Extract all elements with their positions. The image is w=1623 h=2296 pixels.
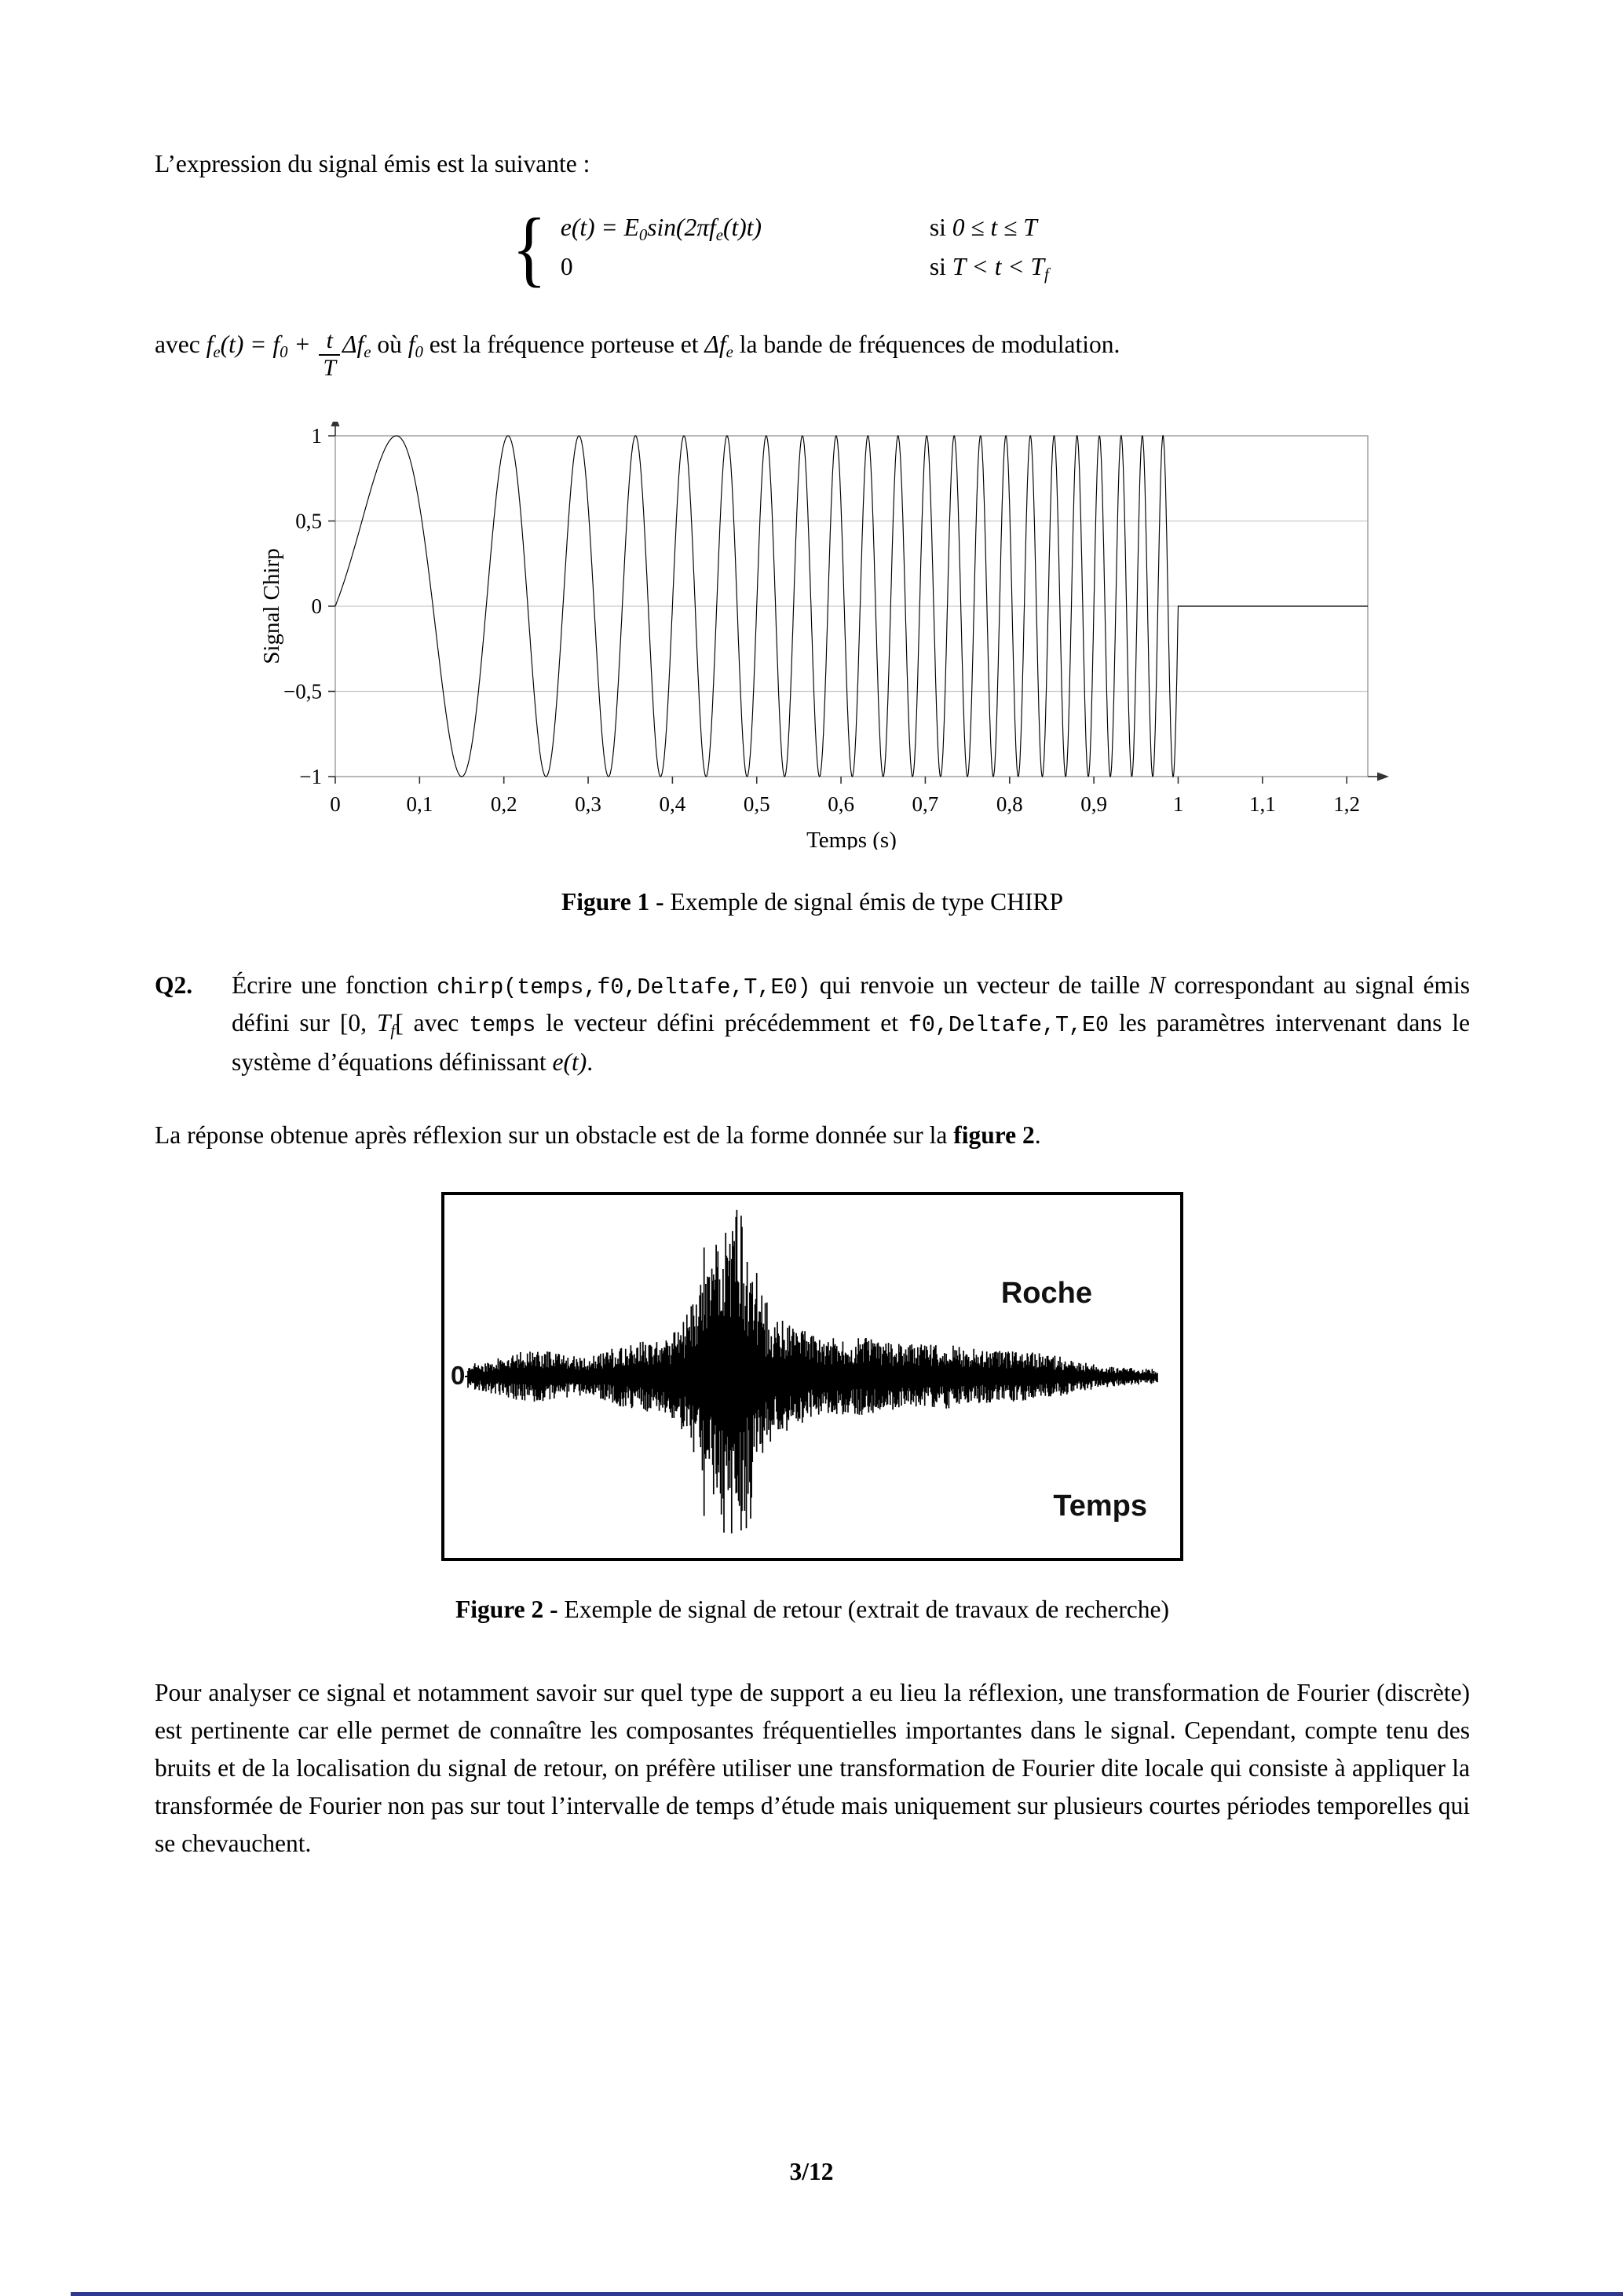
fraction-t-over-T: $\frac{t}{T}$: [319, 328, 339, 382]
equation-case-2: [561, 253, 1049, 284]
svg-text:0,2: 0,2: [490, 792, 517, 816]
page-number: 3/12: [789, 2158, 834, 2185]
left-brace: {: [512, 201, 547, 295]
svg-text:0,4: 0,4: [659, 792, 686, 816]
figure-2-caption-label: Figure 2 -: [455, 1596, 558, 1624]
svg-text:0,5: 0,5: [295, 509, 322, 533]
equation-case-1-expression: e(t) = E0sin(2πfe(t)t): [560, 213, 762, 244]
response-paragraph: La réponse obtenue après réflexion sur un obstacle est de la forme donnée sur la figure 2.: [155, 1121, 1041, 1150]
equation-system: [512, 201, 1470, 295]
svg-text:0,3: 0,3: [575, 792, 601, 816]
svg-text:0: 0: [330, 792, 341, 816]
equation-cases: [561, 214, 1049, 284]
intro-paragraph: L’expression du signal émis est la suivante :: [155, 150, 590, 177]
equation-case-2-condition: si T < t < Tf: [929, 252, 1049, 284]
code-chirp-signature: chirp(temps,f0,Deltafe,T,E0): [437, 974, 811, 1000]
svg-text:0,1: 0,1: [406, 792, 433, 816]
figure-2-caption-text: Exemple de signal de retour (extrait de travaux de recherche): [557, 1596, 1170, 1624]
svg-text:0,7: 0,7: [912, 792, 939, 816]
figure-1-caption: [155, 888, 1470, 916]
figure-2-caption: [155, 1596, 1470, 1624]
svg-text:0: 0: [311, 594, 322, 618]
analysis-paragraph: Pour analyser ce signal et notamment savoir sur quel type de support a eu lieu la réflexion, une transformation de Fourier (discrète) est pertinente car elle permet de connaître les composantes fréquentielles importantes dans le signal. Cependant, compte tenu des bruits et de la localisation du signal de retour, on préfère utiliser une transformation de Fourier dite locale qui consiste à appliquer la transformée de Fourier non pas sur tout l’intervalle de temps d’étude mais uniquement sur plusieurs courtes périodes temporelles qui se chevauchent.: [155, 1679, 1470, 1857]
figure-2-temps-label: Temps: [1053, 1490, 1147, 1523]
svg-text:1: 1: [311, 423, 322, 448]
bottom-blue-bar: [71, 2292, 1623, 2296]
figure-1-caption-text: Exemple de signal émis de type CHIRP: [663, 887, 1063, 916]
svg-text:Signal Chirp: Signal Chirp: [259, 547, 284, 664]
figure-2-roche-label: Roche: [1000, 1277, 1092, 1311]
equation-case-1-condition: si 0 ≤ t ≤ T: [929, 213, 1037, 241]
svg-text:−1: −1: [299, 764, 322, 788]
svg-text:1: 1: [1172, 792, 1184, 816]
svg-text:0,6: 0,6: [828, 792, 854, 816]
figure-1-chart: [257, 422, 1482, 854]
figure-2-image: [441, 1192, 1183, 1561]
question-2-label: Q2.: [155, 971, 193, 999]
question-2: [155, 967, 1470, 1081]
svg-text:0,9: 0,9: [1080, 792, 1107, 816]
equation-case-1: [561, 214, 1049, 245]
question-2-text: Écrire une fonction chirp(temps,f0,Deltafe,T,E0) qui renvoie un vecteur de taille N correspondant au signal émis défini sur [0, Tf[ avec temps le vecteur défini précédemment et f0,Deltafe,T,E0 les paramètres intervenant dans le système d’équations définissant e(t).: [232, 971, 1471, 1076]
chirp-signal-plot: [257, 422, 1482, 850]
figure-1-caption-label: Figure 1 -: [561, 887, 664, 916]
svg-text:−0,5: −0,5: [283, 679, 322, 704]
svg-text:0,5: 0,5: [743, 792, 770, 816]
svg-text:0,8: 0,8: [996, 792, 1023, 816]
svg-text:1,1: 1,1: [1248, 792, 1276, 816]
code-temps: temps: [469, 1011, 536, 1038]
avec-paragraph: avec fe(t) = f0 + $\frac{t}{T}$ Δfe où f0 est la fréquence porteuse et Δfe la bande de fréquences de modulation.: [155, 328, 1120, 382]
equation-case-2-expression: 0: [560, 252, 573, 280]
code-params: f0,Deltafe,T,E0: [908, 1011, 1109, 1038]
svg-text:1,2: 1,2: [1333, 792, 1361, 816]
figure-2-zero-label: 0: [451, 1361, 466, 1391]
svg-text:Temps (s): Temps (s): [806, 827, 897, 850]
